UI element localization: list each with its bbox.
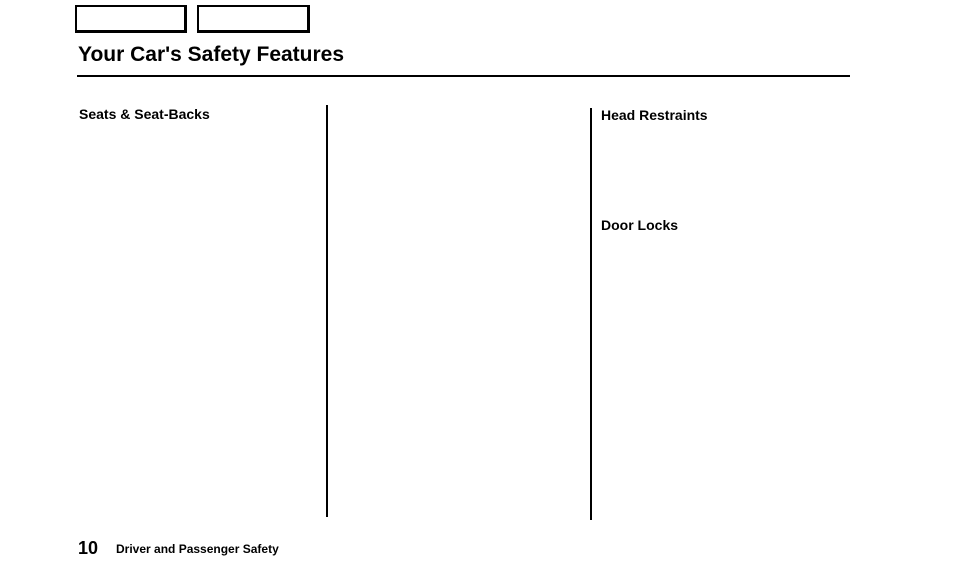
column-divider-left bbox=[326, 105, 328, 517]
heading-head-restraints: Head Restraints bbox=[601, 107, 708, 123]
nav-button-1[interactable] bbox=[75, 5, 187, 33]
column-divider-right bbox=[590, 108, 592, 520]
page-title: Your Car's Safety Features bbox=[78, 43, 345, 66]
heading-door-locks: Door Locks bbox=[601, 217, 679, 233]
title-underline bbox=[77, 75, 850, 77]
heading-seats-and-seat-backs: Seats & Seat-Backs bbox=[79, 106, 210, 122]
nav-button-2[interactable] bbox=[197, 5, 310, 33]
footer-section-name: Driver and Passenger Safety bbox=[116, 542, 279, 556]
page-number: 10 bbox=[78, 538, 99, 558]
